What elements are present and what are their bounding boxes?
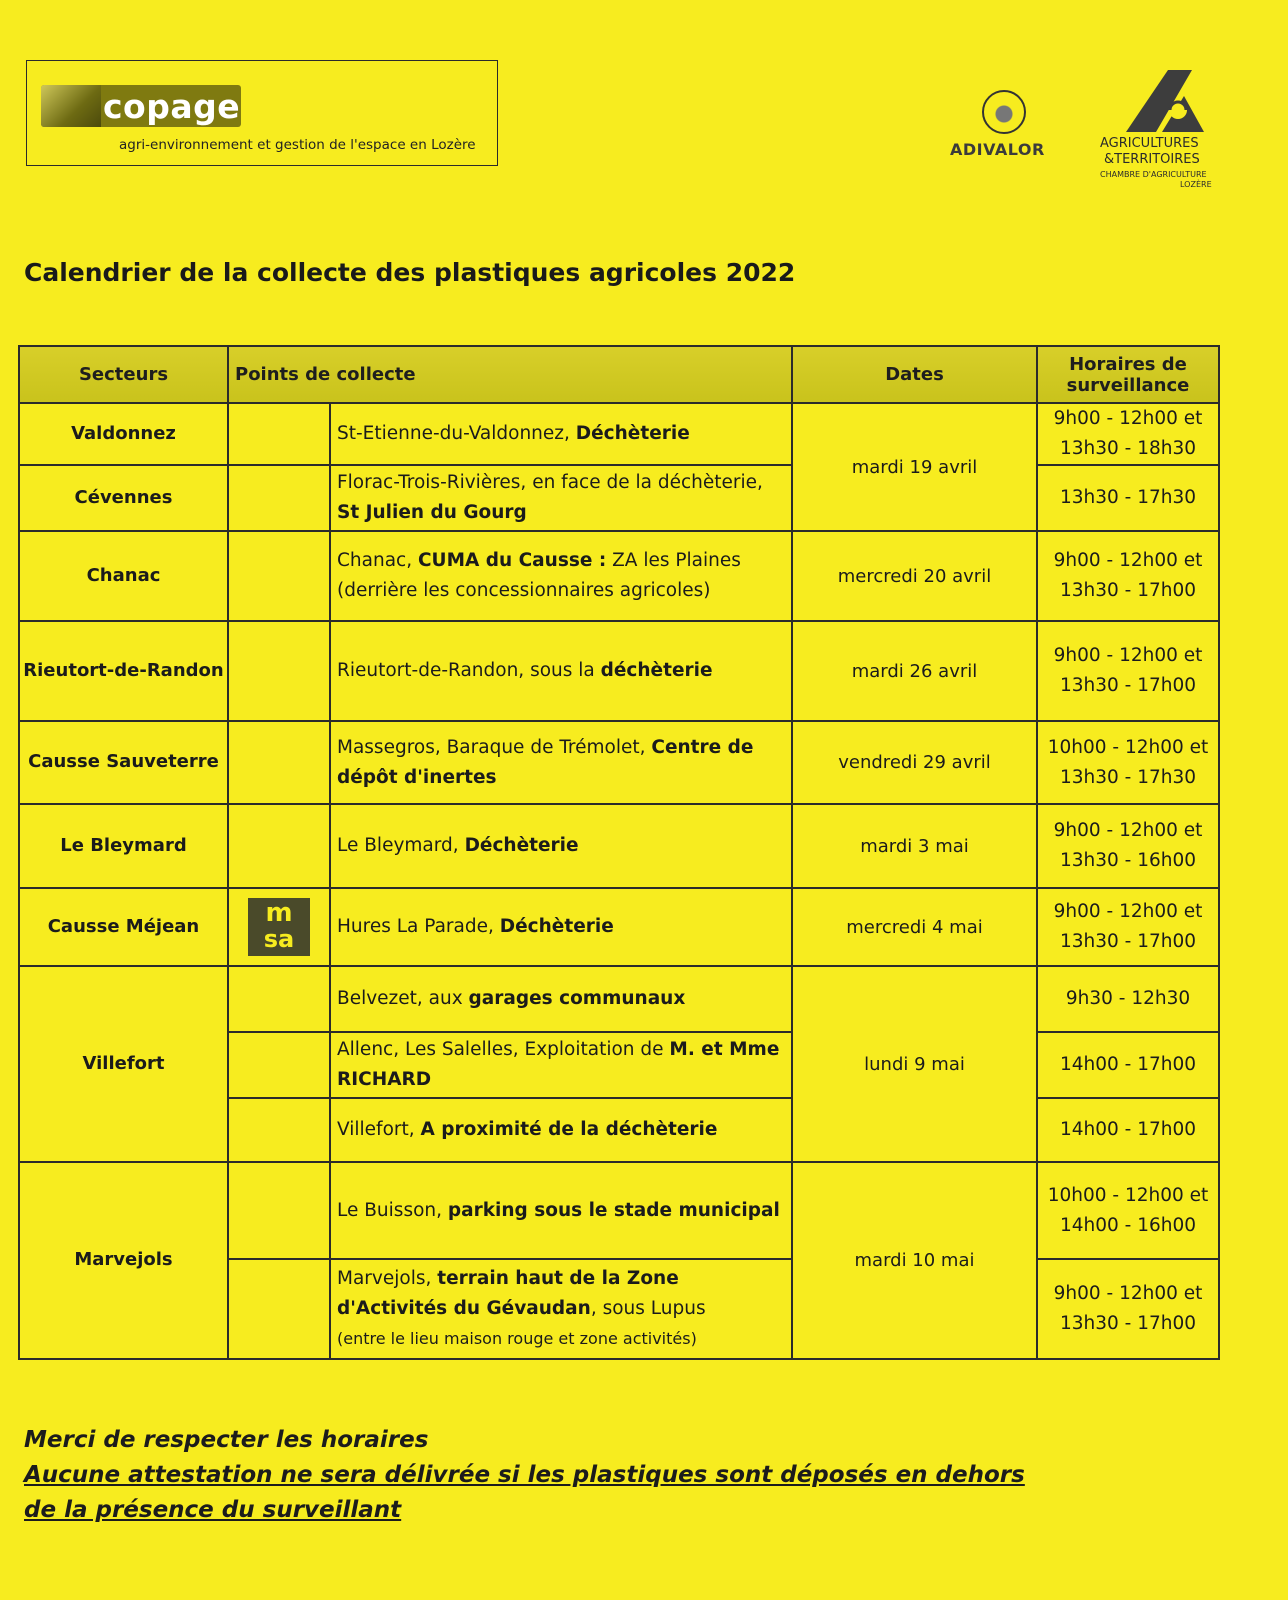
msa-logo-m: m (265, 898, 293, 928)
table-row (19, 804, 1219, 888)
adivalor-logo (950, 90, 1060, 162)
table-row (19, 621, 1219, 721)
agri-line2: &TERRITOIRES (1104, 152, 1200, 167)
point-text: ZA les Plaines (derrière les concessionnaires agricoles) (337, 550, 741, 601)
point-text: Florac-Trois-Rivières, en face de la déchèterie, (337, 472, 763, 493)
table-header-row (19, 346, 1219, 403)
table-row (19, 966, 1219, 1032)
point-cell (330, 888, 792, 966)
point-text: Belvezet, aux (337, 988, 469, 1009)
secteur-cell: Marvejols (19, 1162, 228, 1359)
point-cell (330, 1098, 792, 1162)
secteur-cell: Chanac (19, 531, 228, 621)
empty-cell (228, 1098, 330, 1162)
footer-notice (24, 1423, 1044, 1528)
page-title: Calendrier de la collecte des plastiques agricoles 2022 (24, 258, 796, 287)
date-cell: mercredi 4 mai (792, 888, 1037, 966)
point-emphasis: A proximité de la déchèterie (420, 1119, 718, 1140)
header-secteurs: Secteurs (19, 346, 228, 403)
point-text: Villefort, (337, 1119, 421, 1140)
point-emphasis: St Julien du Gourg (337, 502, 527, 523)
horaires-cell (1037, 403, 1219, 465)
point-text: Allenc, Les Salelles, Exploitation de (337, 1039, 670, 1060)
point-cell (330, 531, 792, 621)
horaires-cell (1037, 888, 1219, 966)
header-dates: Dates (792, 346, 1037, 403)
horaires-cell (1037, 721, 1219, 804)
agri-line4: LOZÈRE (1180, 180, 1212, 189)
copage-tagline: agri-environnement et gestion de l'espace en Lozère (119, 137, 476, 153)
secteur-cell: Causse Sauveterre (19, 721, 228, 804)
horaires-cell (1037, 1259, 1219, 1359)
secteur-cell: Valdonnez (19, 403, 228, 465)
horaires-line: 13h30 - 18h30 (1059, 438, 1197, 459)
point-text: Le Bleymard, (337, 835, 465, 856)
date-cell: mardi 26 avril (792, 621, 1037, 721)
horaires-line: 9h00 - 12h00 et (1053, 550, 1203, 571)
horaires-line: 9h00 - 12h00 et (1053, 820, 1203, 841)
point-cell (330, 465, 792, 531)
collection-schedule-table (18, 345, 1220, 1360)
chambre-agriculture-a-icon (1122, 66, 1206, 134)
table-row (19, 403, 1219, 465)
horaires-line: 9h00 - 12h00 et (1053, 645, 1203, 666)
empty-cell (228, 531, 330, 621)
msa-logo-sa: sa (263, 925, 295, 953)
table-row (19, 721, 1219, 804)
date-cell: vendredi 29 avril (792, 721, 1037, 804)
secteur-cell: Causse Méjean (19, 888, 228, 966)
header-horaires: Horaires de surveillance (1037, 346, 1219, 403)
horaires-line: 13h30 - 17h00 (1059, 931, 1197, 952)
date-cell: mardi 19 avril (792, 403, 1037, 531)
copage-wordmark: copage (103, 87, 241, 126)
point-text: Rieutort-de-Randon, sous la (337, 660, 601, 681)
horaires-cell: 14h00 - 17h00 (1037, 1098, 1219, 1162)
adivalor-globe-icon (982, 90, 1026, 134)
horaires-line: 10h00 - 12h00 et (1047, 736, 1209, 758)
point-text: Marvejols, (337, 1268, 438, 1289)
horaires-line: 13h30 - 17h00 (1059, 580, 1197, 601)
horaires-cell: 14h00 - 17h00 (1037, 1032, 1219, 1098)
horaires-cell: 9h30 - 12h30 (1037, 966, 1219, 1032)
secteur-cell: Cévennes (19, 465, 228, 531)
horaires-line: 14h00 - 16h00 (1059, 1214, 1197, 1236)
table-row (19, 1162, 1219, 1259)
point-emphasis: CUMA du Causse : (417, 550, 607, 571)
point-emphasis: Centre de dépôt d'inertes (337, 736, 754, 788)
point-cell (330, 621, 792, 721)
horaires-line: 13h30 - 17h30 (1059, 766, 1197, 788)
chambre-agriculture-logo (1100, 66, 1230, 196)
secteur-cell: Villefort (19, 966, 228, 1162)
point-text: Le Buisson, (337, 1199, 448, 1221)
point-cell (330, 1032, 792, 1098)
empty-cell (228, 465, 330, 531)
point-emphasis: Déchèterie (499, 916, 614, 937)
secteur-cell: Le Bleymard (19, 804, 228, 888)
horaires-line: 9h00 - 12h00 et (1053, 901, 1203, 922)
empty-cell (228, 1162, 330, 1259)
point-text: St-Etienne-du-Valdonnez, (337, 423, 576, 444)
date-cell: mardi 3 mai (792, 804, 1037, 888)
point-text: , sous Lupus (590, 1298, 706, 1319)
horaires-line: 13h30 - 17h00 (1059, 675, 1197, 696)
empty-cell (228, 804, 330, 888)
horaires-line: 9h00 - 12h00 et (1053, 1283, 1203, 1304)
table-row (19, 465, 1219, 531)
point-cell (330, 721, 792, 804)
point-emphasis: Déchèterie (464, 835, 579, 856)
point-emphasis: M. et Mme RICHARD (337, 1039, 780, 1090)
point-emphasis: garages communaux (468, 988, 686, 1009)
horaires-cell (1037, 804, 1219, 888)
msa-logo (248, 898, 310, 956)
footer-line-2: Aucune attestation ne sera délivrée si les plastiques sont déposés en dehors de la présence du surveillant (24, 1462, 1025, 1523)
point-text: Hures La Parade, (337, 916, 500, 937)
point-emphasis: Déchèterie (575, 423, 690, 444)
point-cell (330, 804, 792, 888)
agri-line3: CHAMBRE D'AGRICULTURE (1100, 170, 1207, 179)
empty-cell (228, 721, 330, 804)
empty-cell (228, 1259, 330, 1359)
agri-line1: AGRICULTURES (1100, 136, 1199, 151)
point-cell (330, 1259, 792, 1359)
footer-line-1: Merci de respecter les horaires (24, 1427, 429, 1453)
header-points-de-collecte: Points de collecte (228, 346, 792, 403)
date-cell: mercredi 20 avril (792, 531, 1037, 621)
empty-cell (228, 621, 330, 721)
point-text: Chanac, (337, 550, 418, 571)
copage-x-mark (41, 85, 101, 127)
point-cell (330, 1162, 792, 1259)
horaires-cell: 13h30 - 17h30 (1037, 465, 1219, 531)
horaires-line: 13h30 - 16h00 (1059, 850, 1197, 871)
horaires-cell (1037, 531, 1219, 621)
point-cell (330, 966, 792, 1032)
point-text: Massegros, Baraque de Trémolet, (337, 736, 652, 758)
point-note: (entre le lieu maison rouge et zone activités) (337, 1329, 697, 1348)
copage-logo (41, 85, 241, 127)
horaires-cell (1037, 621, 1219, 721)
point-emphasis: parking sous le stade municipal (447, 1199, 780, 1221)
empty-cell (228, 403, 330, 465)
point-emphasis: déchèterie (600, 660, 713, 681)
table-row (19, 531, 1219, 621)
point-cell (330, 403, 792, 465)
point-emphasis: terrain haut de la Zone d'Activités du Gévaudan (337, 1268, 679, 1319)
horaires-line: 10h00 - 12h00 et (1047, 1184, 1209, 1206)
horaires-line: 9h00 - 12h00 et (1053, 408, 1203, 429)
date-cell: mardi 10 mai (792, 1162, 1037, 1359)
empty-cell (228, 1032, 330, 1098)
empty-cell (228, 966, 330, 1032)
adivalor-wordmark: ADIVALOR (950, 140, 1045, 159)
horaires-cell (1037, 1162, 1219, 1259)
date-cell: lundi 9 mai (792, 966, 1037, 1162)
msa-logo-cell (228, 888, 330, 966)
secteur-cell: Rieutort-de-Randon (19, 621, 228, 721)
table-row (19, 888, 1219, 966)
horaires-line: 13h30 - 17h00 (1059, 1313, 1197, 1334)
copage-logo-box (26, 60, 498, 166)
